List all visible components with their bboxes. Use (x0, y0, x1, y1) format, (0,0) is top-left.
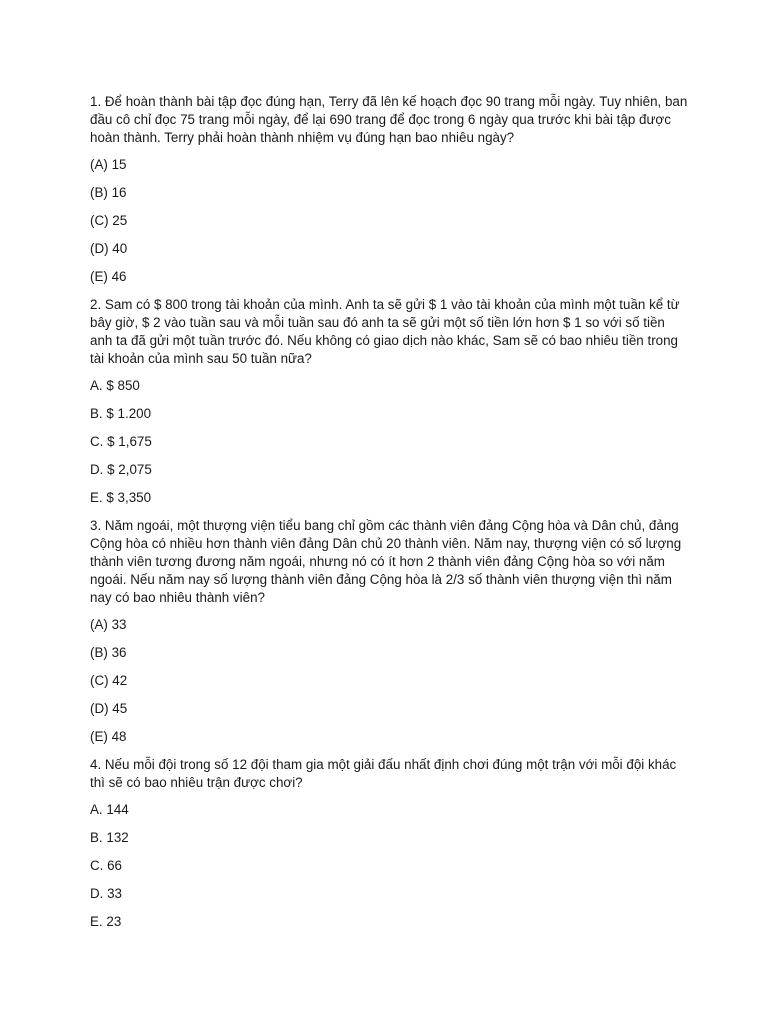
document-content (90, 93, 690, 941)
option-item: (E) 48 (90, 729, 127, 744)
question-text-1: 1. Để hoàn thành bài tập đọc đúng hạn, Terry đã lên kế hoạch đọc 90 trang mỗi ngày. Tuy nhiên, ban đầu cô chỉ đọc 75 trang mỗi ngày, để lại 690 trang để đọc trong 6 ngày qua trước khi bài tập được hoàn thành. Terry phải hoàn thành nhiệm vụ đúng hạn bao nhiêu ngày? (90, 94, 688, 145)
option-item: D. $ 2,075 (90, 462, 152, 477)
option-item: (A) 15 (90, 157, 127, 172)
option-item: (A) 33 (90, 617, 127, 632)
option-item: C. $ 1,675 (90, 434, 152, 449)
option-item: C. 66 (90, 858, 123, 873)
option-item: E. 23 (90, 914, 122, 929)
question-block-1 (90, 93, 690, 286)
option-item: A. $ 850 (90, 378, 140, 393)
option-item: (E) 46 (90, 269, 127, 284)
option-item: B. 132 (90, 830, 129, 845)
option-item: (B) 36 (90, 645, 127, 660)
question-block-3 (90, 517, 690, 746)
question-block-2 (90, 296, 690, 507)
question-text-3: 3. Năm ngoái, một thượng viện tiểu bang chỉ gồm các thành viên đảng Cộng hòa và Dân chủ, đảng Cộng hòa có nhiều hơn thành viên đảng Dân chủ 20 thành viên. Năm nay, thượng viện có số lượng thành viên tương đương năm ngoái, nhưng nó có ít hơn 2 thành viên đảng Cộng hòa so với năm ngoái. Nếu năm nay số lượng thành viên đảng Cộng hòa là 2/3 số thành viên thượng viện thì năm nay có bao nhiêu thành viên? (90, 518, 682, 605)
option-list-3 (90, 616, 690, 746)
option-item: (B) 16 (90, 185, 127, 200)
question-block-4 (90, 756, 690, 931)
option-item: (D) 45 (90, 701, 128, 716)
question-text-2: 2. Sam có $ 800 trong tài khoản của mình. Anh ta sẽ gửi $ 1 vào tài khoản của mình một tuần kể từ bây giờ, $ 2 vào tuần sau và mỗi tuần sau đó anh ta sẽ gửi một số tiền lớn hơn $ 1 so với số tiền anh ta đã gửi một tuần trước đó. Nếu không có giao dịch nào khác, Sam sẽ có bao nhiêu tiền trong tài khoản của mình sau 50 tuần nữa? (90, 297, 680, 366)
option-item: B. $ 1.200 (90, 406, 152, 421)
option-list-1 (90, 156, 690, 286)
question-text-4: 4. Nếu mỗi đội trong số 12 đội tham gia một giải đấu nhất định chơi đúng một trận với mỗi đội khác thì sẽ có bao nhiêu trận được chơi? (90, 757, 677, 790)
option-item: E. $ 3,350 (90, 490, 152, 505)
option-list-2 (90, 377, 690, 507)
option-list-4 (90, 801, 690, 931)
option-item: (D) 40 (90, 241, 128, 256)
option-item: (C) 25 (90, 213, 128, 228)
option-item: (C) 42 (90, 673, 128, 688)
option-item: D. 33 (90, 886, 123, 901)
option-item: A. 144 (90, 802, 129, 817)
